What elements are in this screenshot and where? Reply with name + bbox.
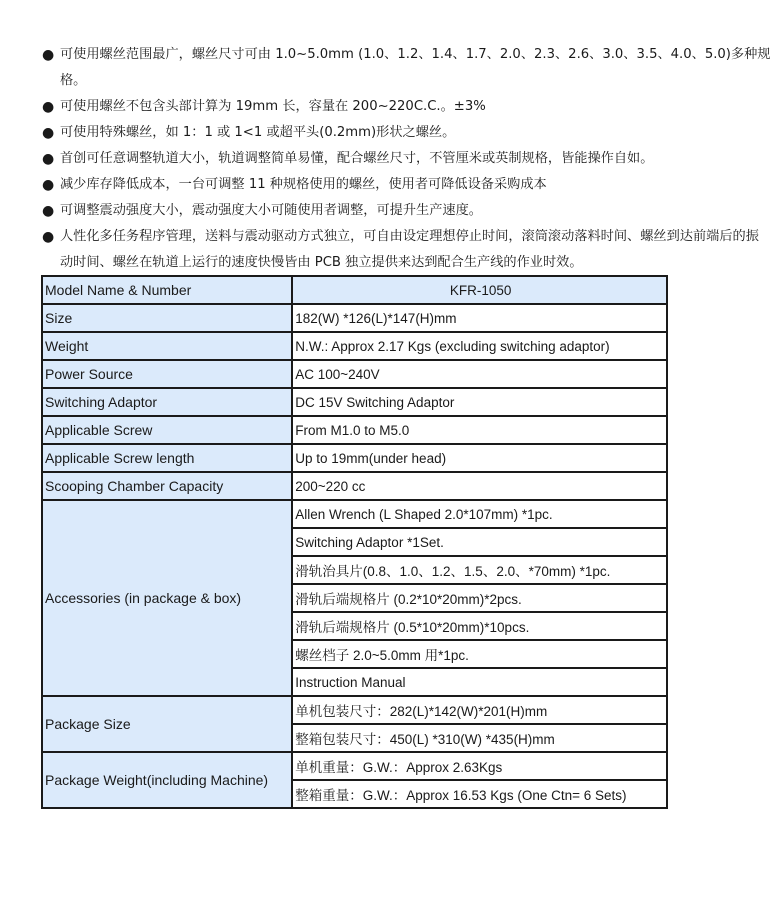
- adaptor-label: Switching Adaptor: [42, 388, 292, 416]
- model-label: Model Name & Number: [42, 276, 292, 304]
- table-row: [42, 332, 667, 360]
- package-weight-item: 整箱重量：G.W.：Approx 16.53 Kgs (One Ctn= 6 Sets): [292, 780, 667, 808]
- accessory-item: 滑轨后端规格片 (0.2*10*20mm)*2pcs.: [292, 584, 667, 612]
- size-label: Size: [42, 304, 292, 332]
- weight-label: Weight: [42, 332, 292, 360]
- feature-item: [42, 42, 772, 94]
- table-row: [42, 388, 667, 416]
- capacity-label: Scooping Chamber Capacity: [42, 472, 292, 500]
- bullet-icon: ●: [42, 151, 55, 167]
- table-row: [42, 360, 667, 388]
- screw-length-label: Applicable Screw length: [42, 444, 292, 472]
- table-row: [42, 472, 667, 500]
- model-value: KFR-1050: [292, 276, 667, 304]
- feature-item: [42, 94, 772, 120]
- feature-text: 首创可任意调整轨道大小，轨道调整简单易懂，配合螺丝尺寸，不管厘米或英制规格，皆能操作自如。: [60, 151, 654, 166]
- feature-text: 可使用螺丝不包含头部计算为 19mm 长，容量在 200~220C.C.。±3%: [60, 99, 486, 114]
- bullet-icon: ●: [42, 177, 55, 193]
- screw-value: From M1.0 to M5.0: [292, 416, 667, 444]
- accessory-item: Instruction Manual: [292, 668, 667, 696]
- bullet-icon: ●: [42, 47, 55, 63]
- table-row: [42, 752, 667, 780]
- feature-text: 可使用特殊螺丝，如 1：1 或 1<1 或超平头(0.2mm)形状之螺丝。: [60, 125, 456, 140]
- accessory-item: Allen Wrench (L Shaped 2.0*107mm) *1pc.: [292, 500, 667, 528]
- package-size-label: Package Size: [42, 696, 292, 752]
- table-row: [42, 276, 667, 304]
- package-size-item: 单机包装尺寸：282(L)*142(W)*201(H)mm: [292, 696, 667, 724]
- table-row: [42, 304, 667, 332]
- bullet-icon: ●: [42, 203, 55, 219]
- power-value: AC 100~240V: [292, 360, 667, 388]
- screw-label: Applicable Screw: [42, 416, 292, 444]
- package-weight-label: Package Weight(including Machine): [42, 752, 292, 808]
- power-label: Power Source: [42, 360, 292, 388]
- accessories-label: Accessories (in package & box): [42, 500, 292, 696]
- feature-item: [42, 172, 772, 198]
- package-weight-item: 单机重量：G.W.：Approx 2.63Kgs: [292, 752, 667, 780]
- weight-value: N.W.: Approx 2.17 Kgs (excluding switching adaptor): [292, 332, 667, 360]
- feature-item: [42, 146, 772, 172]
- feature-text: 减少库存降低成本，一台可调整 11 种规格使用的螺丝，使用者可降低设备采购成本: [60, 177, 547, 192]
- accessory-item: 螺丝档子 2.0~5.0mm 用*1pc.: [292, 640, 667, 668]
- table-row: [42, 444, 667, 472]
- feature-text: 可调整震动强度大小，震动强度大小可随使用者调整，可提升生产速度。: [60, 203, 482, 218]
- capacity-value: 200~220 cc: [292, 472, 667, 500]
- accessory-item: 滑轨治具片(0.8、1.0、1.2、1.5、2.0、*70mm) *1pc.: [292, 556, 667, 584]
- table-row: [42, 500, 667, 528]
- accessory-item: Switching Adaptor *1Set.: [292, 528, 667, 556]
- bullet-icon: ●: [42, 229, 55, 245]
- table-row: [42, 696, 667, 724]
- package-size-item: 整箱包装尺寸：450(L) *310(W) *435(H)mm: [292, 724, 667, 752]
- bullet-icon: ●: [42, 125, 55, 141]
- screw-length-value: Up to 19mm(under head): [292, 444, 667, 472]
- feature-text: 可使用螺丝范围最广，螺丝尺寸可由 1.0~5.0mm (1.0、1.2、1.4、1.7、2.0、2.3、2.6、3.0、3.5、4.0、5.0)多种规格。: [60, 47, 771, 88]
- feature-item: [42, 224, 772, 276]
- table-row: [42, 416, 667, 444]
- feature-item: [42, 120, 772, 146]
- feature-text: 人性化多任务程序管理，送料与震动驱动方式独立，可自由设定理想停止时间，滚筒滚动落料时间、螺丝到达前端后的振动时间、螺丝在轨道上运行的速度快慢皆由 PCB 独立提供来达到配合生产线的作业时效。: [60, 229, 759, 270]
- bullet-icon: ●: [42, 99, 55, 115]
- spec-table: [41, 275, 668, 809]
- adaptor-value: DC 15V Switching Adaptor: [292, 388, 667, 416]
- feature-item: [42, 198, 772, 224]
- size-value: 182(W) *126(L)*147(H)mm: [292, 304, 667, 332]
- accessory-item: 滑轨后端规格片 (0.5*10*20mm)*10pcs.: [292, 612, 667, 640]
- feature-list: [42, 42, 772, 276]
